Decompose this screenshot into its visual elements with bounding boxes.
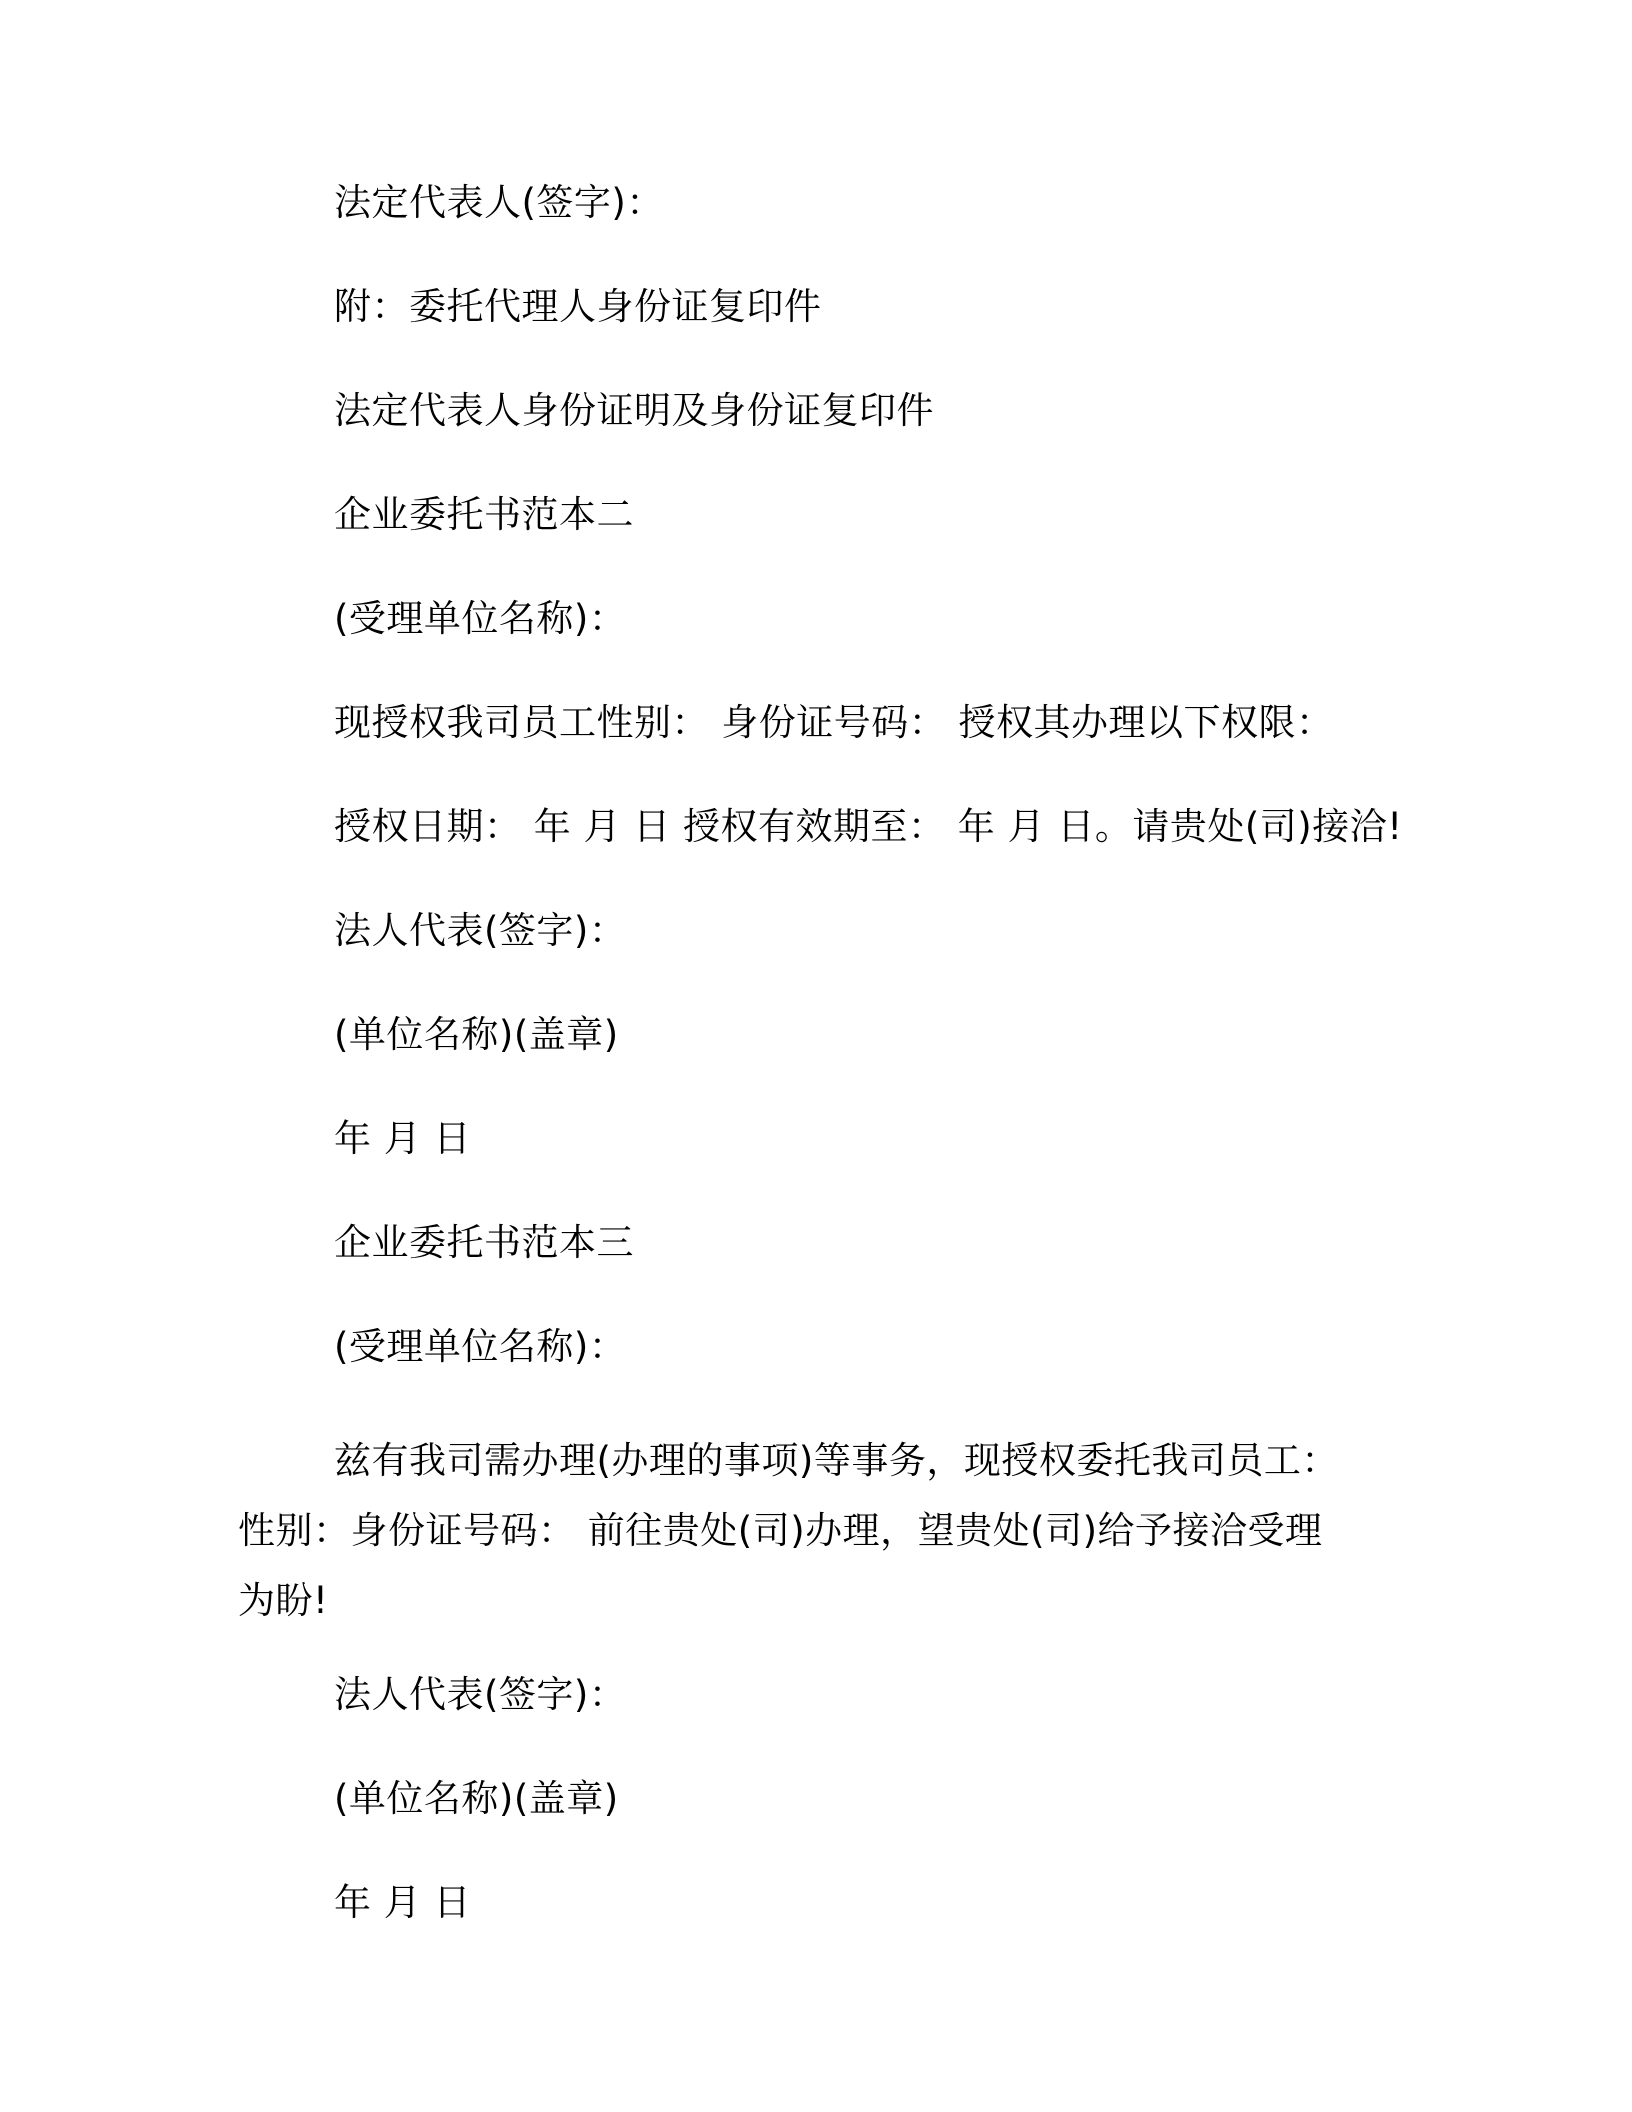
attachment-note-2: 法定代表人身份证明及身份证复印件	[334, 389, 934, 432]
recipient-line: (受理单位名称)：	[334, 597, 627, 640]
legal-rep-signature-line: 法人代表(签字)：	[334, 909, 627, 952]
company-seal-line: (单位名称)(盖章)	[334, 1013, 619, 1056]
authorization-line: 现授权我司员工性别： 身份证号码： 授权其办理以下权限：	[334, 701, 1334, 744]
date-line: 年 月 日	[334, 1117, 472, 1160]
section-title-template-2: 企业委托书范本二	[334, 493, 634, 536]
document-body	[238, 178, 1403, 1982]
company-seal-line-2: (单位名称)(盖章)	[334, 1777, 619, 1820]
legal-representative-signature-line: 法定代表人(签字)：	[334, 181, 664, 224]
section-title-template-3: 企业委托书范本三	[334, 1221, 634, 1264]
authorization-date-line: 授权日期： 年 月 日 授权有效期至： 年 月 日。请贵处(司)接洽!	[334, 805, 1403, 848]
authorization-paragraph: 兹有我司需办理(办理的事项)等事务，现授权委托我司员工：性别：身份证号码： 前往贵处(司)办理，望贵处(司)给予接洽受理为盼!	[238, 1439, 1339, 1622]
legal-rep-signature-line-2: 法人代表(签字)：	[334, 1673, 627, 1716]
recipient-line-2: (受理单位名称)：	[334, 1325, 627, 1368]
date-line-2: 年 月 日	[334, 1881, 472, 1924]
attachment-note: 附：委托代理人身份证复印件	[334, 285, 822, 328]
